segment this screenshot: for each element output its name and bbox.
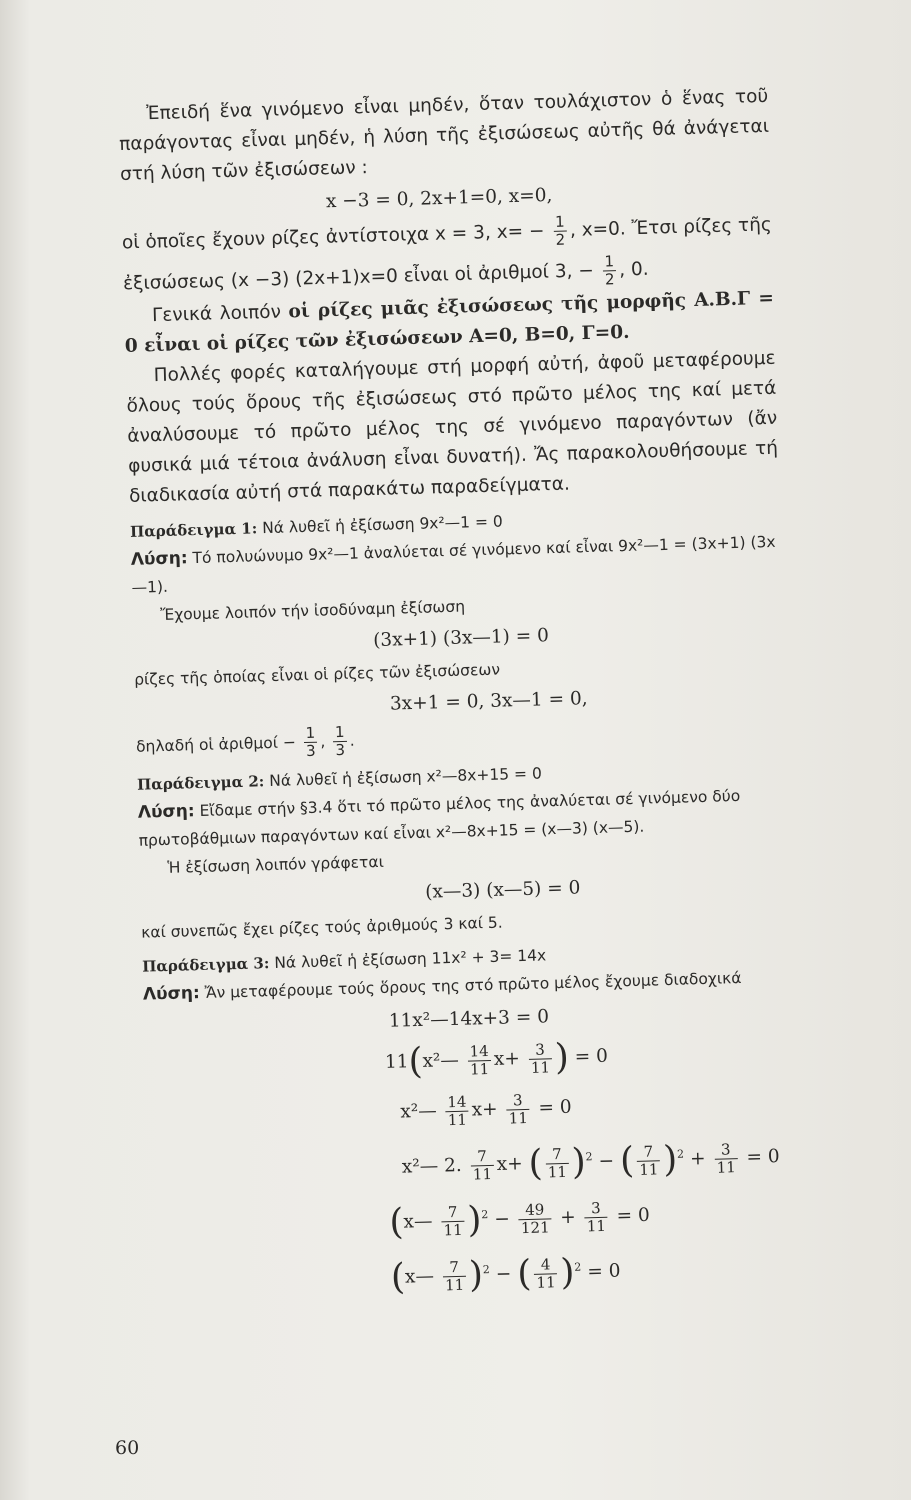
frac-num: 14 <box>447 1092 467 1111</box>
frac-den: 3 <box>305 741 316 760</box>
frac-num: 14 <box>469 1041 489 1061</box>
frac-7-11 <box>545 1145 569 1181</box>
frac-num: 7 <box>449 1257 460 1277</box>
step2-coef: 11 <box>384 1051 409 1073</box>
solution-text: Εἴδαμε στήν §3.4 ὅτι τό πρῶτο μέλος της ἀναλύεται σέ γινόμενο δύο πρωτοβάθμιων παραγόντων καί εἶναι x²—8x+15 = (x—3) (x—5). <box>138 786 741 850</box>
roots2-pre: ἐξισώσεως (x −3) (2x+1)x=0 εἶναι οἱ ἀριθμοί 3, − <box>122 260 595 295</box>
square: 2 <box>676 1147 685 1161</box>
page-number: 60 <box>115 1437 140 1459</box>
example-2-text: Νά λυθεῖ ἡ ἐξίσωση x²—8x+15 = 0 <box>268 764 543 791</box>
step4-eq: = 0 <box>746 1146 780 1169</box>
derivation <box>143 994 801 1310</box>
frac-num: 49 <box>524 1200 545 1219</box>
square: 2 <box>574 1260 582 1275</box>
example-1 <box>130 500 787 765</box>
derivation-step-2: 11(x²— $\frac{14}{11}$ x+ $\frac{3}{11}$ ) = 0 <box>384 1036 609 1083</box>
frac-num: 7 <box>643 1142 654 1161</box>
example-1-title: Παράδειγμα 1: <box>129 519 258 541</box>
step3-x: x+ <box>471 1098 498 1121</box>
frac-den: 11 <box>586 1216 607 1236</box>
frac-num: 7 <box>476 1146 487 1166</box>
frac-3-11 <box>506 1091 530 1127</box>
frac-7-11 <box>442 1259 466 1295</box>
square: 2 <box>481 1208 489 1222</box>
fraction-third <box>303 725 318 760</box>
example-1-line4: δηλαδή οἱ ἀριθμοί − $\frac{1}{3}$ , $\frac{1}{3}$ . <box>135 722 355 760</box>
example-1-line2: Ἔχουμε λοιπόν τήν ἰσοδύναμη ἐξίσωση <box>160 597 466 625</box>
example-1-eq1: (3x+1) (3x—1) = 0 <box>372 625 550 652</box>
step6-minus: − <box>495 1263 512 1286</box>
frac-den: 11 <box>536 1273 556 1292</box>
example-3 <box>142 935 802 1310</box>
example-1-line3: ρίζες τῆς ὁποίας εἶναι οἱ ρίζες τῶν ἐξισώσεων <box>133 660 501 689</box>
fraction-half <box>553 214 568 249</box>
frac-den: 11 <box>472 1164 493 1184</box>
example-2-eq1: (x—3) (x—5) = 0 <box>424 877 581 903</box>
method-paragraph: Πολλές φορές καταλήγουμε στή μορφή αὐτή, ἀφοῦ μεταφέρουμε ὅλους τούς ὅρους τῆς ἐξισώσεως στό πρῶτο μέλος της καί μετά ἀναλύσουμε τό πρῶτο μέλος της σέ γινόμενο παραγόντων (ἄν φυσικά μιά τέτοια ἀνάλυση εἶναι δυνατή). Ἄς παρακολουθήσουμε τή διαδικασία αὐτή στά παρακάτω παραδείγματα. <box>126 347 779 507</box>
frac-num: 3 <box>590 1198 601 1218</box>
step3-eq: = 0 <box>538 1096 572 1119</box>
frac-den: 11 <box>530 1057 551 1077</box>
general-pre: Γενικά λοιπόν <box>151 301 282 327</box>
frac-num: 3 <box>512 1090 523 1109</box>
frac-3-11 <box>714 1141 738 1177</box>
step6-x: x— <box>404 1266 435 1288</box>
frac-num: 1 <box>604 252 615 271</box>
step4-x: x+ <box>496 1153 523 1175</box>
example-3-text: Νά λυθεῖ ἡ ἐξίσωση 11x² + 3= 14x <box>274 946 547 972</box>
frac-num: 4 <box>540 1255 551 1274</box>
solution-label: Λύση: <box>137 801 195 823</box>
example-2 <box>137 753 792 947</box>
intro-text: Ἐπειδή ἕνα γινόμενο εἶναι μηδέν, ὅταν τουλάχιστον ὁ ἕνας τοῦ παράγοντας εἶναι μηδέν, ἡ λύση τῆς ἐξισώσεως αὐτῆς θά ἀνάγεται στή λύση τῶν ἐξισώσεων : <box>118 85 770 185</box>
frac-3-11 <box>584 1200 608 1236</box>
example-1-text: Νά λυθεῖ ἡ ἐξίσωση 9x²—1 = 0 <box>261 512 503 538</box>
step5-minus: − <box>494 1208 511 1231</box>
roots-pre: οἱ ὁποῖες ἔχουν ρίζες ἀντίστοιχα x = 3, x= − <box>121 220 545 254</box>
frac-den: 121 <box>520 1218 550 1237</box>
frac-num: 7 <box>551 1144 562 1163</box>
frac-den: 11 <box>508 1108 529 1127</box>
step4-x2: x²— 2. <box>401 1154 463 1178</box>
frac-num: 1 <box>305 723 316 743</box>
frac-7-11 <box>470 1148 494 1184</box>
solution-text: Τό πολυώνυμο 9x²—1 ἀναλύεται σέ γινόμενο καί εἶναι 9x²—1 = (3x+1) (3x—1). <box>131 532 776 597</box>
frac-3-11 <box>528 1041 552 1077</box>
step4-plus: + <box>689 1148 706 1170</box>
frac-49-121 <box>518 1201 552 1237</box>
step2-eq: = 0 <box>574 1045 609 1068</box>
frac-den: 11 <box>639 1159 659 1179</box>
roots2-post: , 0. <box>618 258 649 281</box>
example-1-line4-text: δηλαδή οἱ ἀριθμοί − <box>135 733 297 756</box>
frac-14-11 <box>467 1042 491 1078</box>
solution-text: Ἄν μεταφέρουμε τούς ὅρους της στό πρῶτο μέλος ἔχουμε διαδοχικά <box>204 968 742 1002</box>
step5-x: x— <box>403 1210 433 1233</box>
example-1-eq2: 3x+1 = 0, 3x—1 = 0, <box>389 688 588 715</box>
solution-label: Λύση: <box>130 548 188 570</box>
frac-num: 7 <box>447 1202 458 1222</box>
step5-plus: + <box>559 1206 577 1229</box>
frac-num: 3 <box>534 1039 545 1059</box>
page-content <box>118 82 802 1310</box>
step4-minus: − <box>598 1150 615 1173</box>
frac-den: 11 <box>547 1162 568 1182</box>
frac-den: 11 <box>444 1275 465 1295</box>
step2-x: x+ <box>493 1048 521 1070</box>
equation-factors: x −3 = 0, 2x+1=0, x=0, <box>325 184 553 213</box>
frac-den: 11 <box>443 1220 463 1240</box>
general-bold: οἱ ρίζες μιᾶς ἐξισώσεως τῆς μορφῆς Α.Β.Γ = 0 εἶναι οἱ ρίζες τῶν ἐξισώσεων Α=0, Β=0, Γ=0. <box>124 287 775 357</box>
frac-den: 3 <box>335 740 346 760</box>
frac-den: 11 <box>447 1110 468 1129</box>
frac-num: 3 <box>720 1139 731 1159</box>
step6-eq: = 0 <box>587 1260 621 1283</box>
frac-den: 11 <box>469 1059 490 1079</box>
example-2-line3: καί συνεπῶς ἔχει ρίζες τούς ἀριθμούς 3 καί 5. <box>141 913 503 942</box>
roots-post: , x=0. Ἔτσι ρίζες τῆς <box>569 214 773 241</box>
frac-4-11 <box>534 1256 558 1292</box>
frac-den: 11 <box>716 1157 737 1177</box>
step3-x2: x²— <box>400 1100 438 1123</box>
solution-label: Λύση: <box>142 983 201 1005</box>
fraction-third-2 <box>333 724 348 759</box>
derivation-step-4: x²— 2. $\frac{7}{11}$ x+ ( $\frac{7}{11}$ )$^2$ − ( $\frac{7}{11}$ )$^2$ + $\frac{3}{11}$ = 0 <box>401 1138 780 1185</box>
step5-eq: = 0 <box>616 1204 651 1227</box>
example-3-title: Παράδειγμα 3: <box>141 954 270 976</box>
frac-7-11 <box>637 1143 661 1179</box>
fraction-half-2 <box>602 253 617 288</box>
square: 2 <box>482 1263 491 1277</box>
step2-x2: x²— <box>422 1049 460 1072</box>
square: 2 <box>585 1150 593 1164</box>
frac-num: 1 <box>554 212 565 231</box>
example-2-title: Παράδειγμα 2: <box>136 772 265 794</box>
derivation-step-5: (x— $\frac{7}{11}$ )$^2$ − $\frac{49}{121}$ + $\frac{3}{11}$ = 0 <box>388 1198 651 1244</box>
frac-den: 2 <box>555 230 566 249</box>
frac-den: 2 <box>604 270 615 289</box>
frac-14-11 <box>445 1093 469 1129</box>
derivation-step-6: (x— $\frac{7}{11}$ )$^2$ − ( $\frac{4}{11}$ )$^2$ = 0 <box>390 1252 621 1299</box>
frac-7-11 <box>441 1204 465 1240</box>
example-2-line2: Ἡ ἐξίσωση λοιπόν γράφεται <box>167 852 385 877</box>
derivation-step-1: 11x²—14x+3 = 0 <box>388 1006 550 1032</box>
frac-num: 1 <box>334 722 345 742</box>
